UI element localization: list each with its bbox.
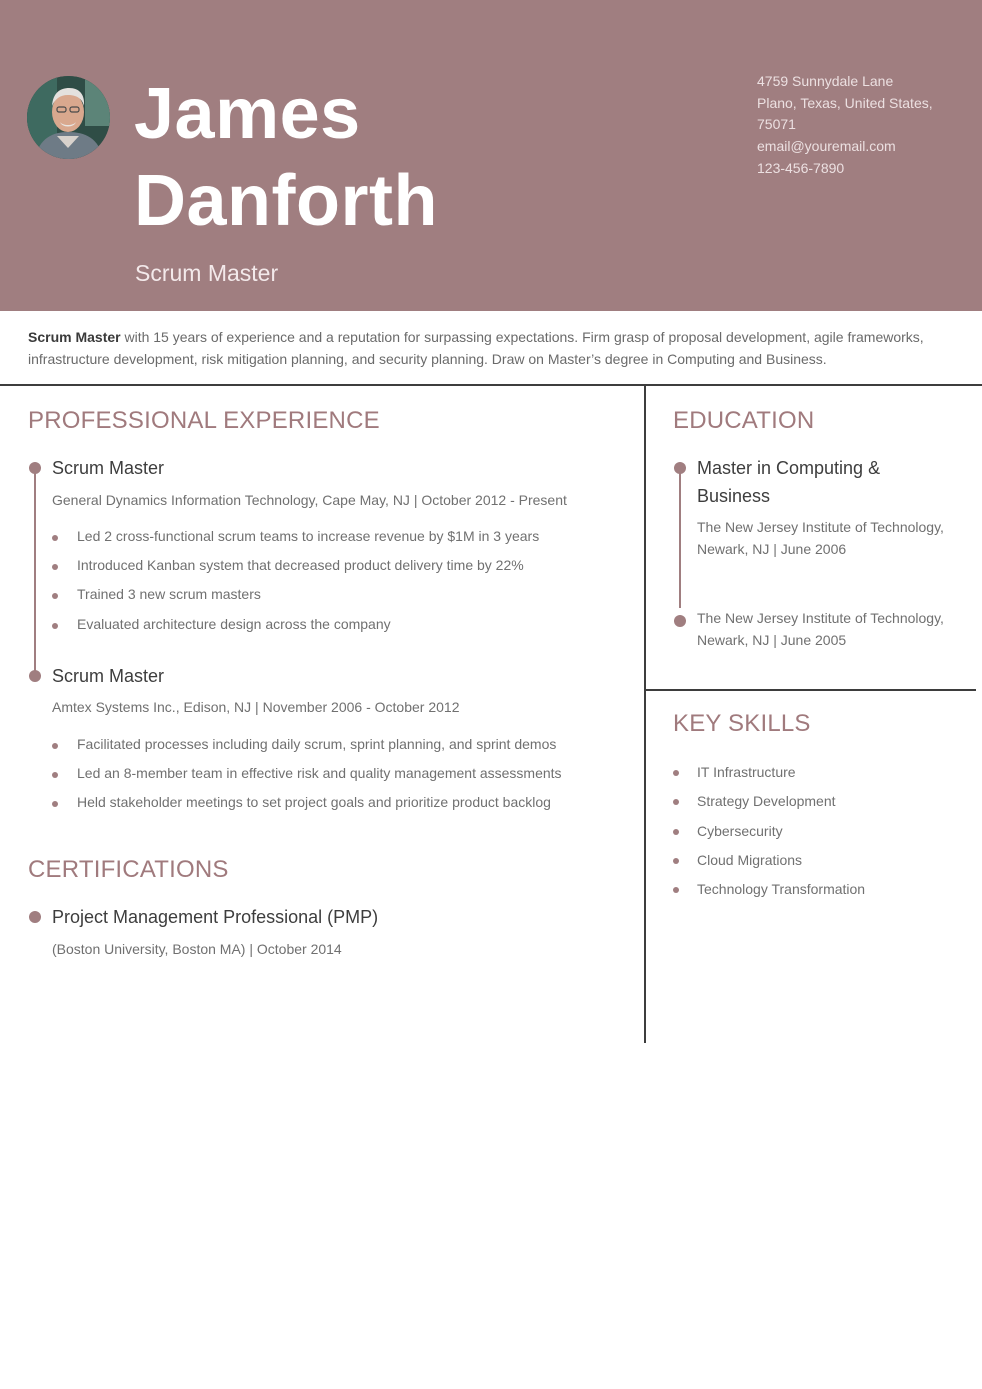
- skill-3-marker: [673, 829, 679, 835]
- job-1-bullet-1: Led 2 cross-functional scrum teams to increase revenue by $1M in 3 years: [77, 528, 540, 544]
- certification-1-marker: [29, 911, 41, 923]
- job-2-meta: Amtex Systems Inc., Edison, NJ | November 2006 - October 2012: [52, 699, 460, 715]
- job-1-marker: [29, 462, 41, 474]
- job-1-role: Scrum Master: [52, 458, 165, 478]
- contact-info: [757, 71, 972, 180]
- skill-1: IT Infrastructure: [697, 764, 796, 780]
- job-2-bullet-1-marker: [52, 743, 58, 749]
- skill-2-marker: [673, 799, 679, 805]
- experience-timeline: [34, 468, 36, 675]
- skill-1-marker: [673, 770, 679, 776]
- job-2-bullet-3: Held stakeholder meetings to set project goals and prioritize product backlog: [77, 794, 551, 810]
- job-1-bullet-2: Introduced Kanban system that decreased product delivery time by 22%: [77, 557, 524, 573]
- job-1-bullet-4-marker: [52, 623, 58, 629]
- job-2-role: Scrum Master: [52, 666, 165, 686]
- divider-horizontal-right: [645, 689, 976, 691]
- education-timeline: [679, 468, 681, 608]
- summary-text: with 15 years of experience and a reputation for surpassing expectations. Firm grasp of proposal development, agile frameworks, infrastructure development, risk mitigation planning, and security planning. Draw on Master’s degree in Computing and Business.: [28, 329, 924, 367]
- address-line-2: Plano, Texas, United States,: [757, 94, 933, 111]
- education-1-marker: [674, 462, 686, 474]
- skill-4-marker: [673, 858, 679, 864]
- skill-4: Cloud Migrations: [697, 852, 803, 868]
- education-2-school-line-2: Newark, NJ | June 2005: [697, 631, 847, 648]
- experience-heading: PROFESSIONAL EXPERIENCE: [28, 407, 380, 434]
- last-name: Danforth: [134, 161, 438, 241]
- education-1-school: [697, 517, 967, 560]
- job-2-bullet-2-marker: [52, 772, 58, 778]
- job-1-meta: General Dynamics Information Technology, Cape May, NJ | October 2012 - Present: [52, 492, 567, 508]
- skills-heading: KEY SKILLS: [673, 710, 811, 737]
- skill-5-marker: [673, 887, 679, 893]
- skill-5: Technology Transformation: [697, 881, 866, 897]
- profile-photo: [27, 76, 110, 159]
- job-title: Scrum Master: [135, 260, 279, 286]
- resume-header: [0, 0, 982, 311]
- education-1-school-line-1: The New Jersey Institute of Technology,: [697, 519, 944, 535]
- education-2-marker: [674, 615, 686, 627]
- summary-lead: Scrum Master: [28, 329, 121, 345]
- certification-1-name: Project Management Professional (PMP): [52, 907, 379, 927]
- address-line-1: 4759 Sunnydale Lane: [757, 73, 894, 89]
- education-1-degree: Master in Computing & Business: [697, 458, 881, 506]
- job-1-bullet-3-marker: [52, 593, 58, 599]
- job-2-bullet-3-marker: [52, 801, 58, 807]
- certification-1-meta: (Boston University, Boston MA) | October 2014: [52, 941, 342, 957]
- job-2-bullet-2: Led an 8-member team in effective risk and quality management assessments: [77, 765, 562, 781]
- education-1-school-line-2: Newark, NJ | June 2006: [697, 540, 847, 557]
- job-1-bullet-3: Trained 3 new scrum masters: [77, 586, 261, 602]
- email-address: email@youremail.com: [757, 138, 896, 155]
- education-2-school: [697, 608, 967, 651]
- job-1-bullet-4: Evaluated architecture design across the company: [77, 616, 391, 632]
- education-2-school-line-1: The New Jersey Institute of Technology,: [697, 610, 944, 626]
- divider-vertical: [644, 385, 646, 1043]
- job-1-bullet-1-marker: [52, 535, 58, 541]
- skill-2: Strategy Development: [697, 793, 836, 809]
- first-name: James: [134, 74, 361, 154]
- phone-number: 123-456-7890: [757, 159, 845, 176]
- job-2-bullet-1: Facilitated processes including daily scrum, sprint planning, and sprint demos: [77, 736, 557, 752]
- job-2-marker: [29, 670, 41, 682]
- avatar-portrait-icon: [27, 76, 110, 159]
- skill-3: Cybersecurity: [697, 823, 783, 839]
- divider-horizontal-top: [0, 384, 982, 386]
- certifications-heading: CERTIFICATIONS: [28, 856, 229, 883]
- education-heading: EDUCATION: [673, 407, 815, 434]
- profile-summary: [28, 326, 963, 370]
- job-1-bullet-2-marker: [52, 564, 58, 570]
- address-line-3: 75071: [757, 116, 796, 133]
